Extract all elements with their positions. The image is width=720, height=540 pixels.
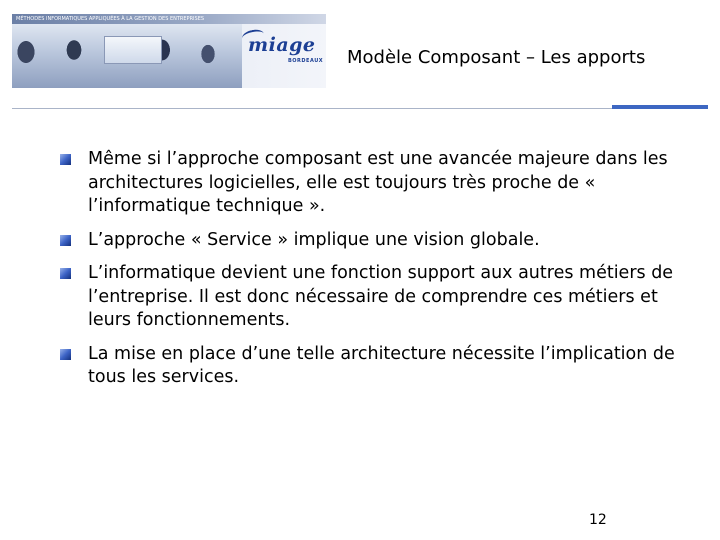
square-bullet-icon bbox=[60, 349, 71, 360]
banner-screen bbox=[104, 36, 162, 64]
square-bullet-icon bbox=[60, 235, 71, 246]
banner-photo bbox=[12, 24, 242, 88]
bullet-item bbox=[60, 148, 680, 219]
square-bullet-icon bbox=[60, 154, 71, 165]
miage-logo-subtitle: BORDEAUX bbox=[288, 58, 324, 64]
bullet-text: La mise en place d’une telle architecture nécessite l’implication de tous les services. bbox=[88, 343, 675, 387]
title-accent-bar bbox=[612, 105, 708, 109]
bullet-text: L’informatique devient une fonction support aux autres métiers de l’entreprise. Il est donc nécessaire de comprendre ces métiers et leurs fonctionnements. bbox=[88, 263, 674, 330]
title-divider bbox=[12, 108, 612, 109]
bullet-text: Même si l’approche composant est une avancée majeure dans les architectures logicielles, elle est toujours très proche de « l’informatique technique ». bbox=[88, 149, 668, 216]
header-banner bbox=[12, 14, 326, 88]
bullet-item bbox=[60, 229, 680, 253]
bullet-list bbox=[60, 148, 680, 400]
page-number: 12 bbox=[589, 512, 607, 528]
square-bullet-icon bbox=[60, 268, 71, 279]
bullet-text: L’approche « Service » implique une vision globale. bbox=[88, 229, 540, 250]
banner-strip: MÉTHODES INFORMATIQUES APPLIQUÉES À LA GESTION DES ENTREPRISES bbox=[12, 14, 326, 24]
miage-logo: miage bbox=[248, 34, 316, 56]
bullet-item bbox=[60, 262, 680, 333]
bullet-item bbox=[60, 343, 680, 390]
slide-title: Modèle Composant – Les apports bbox=[347, 47, 646, 68]
